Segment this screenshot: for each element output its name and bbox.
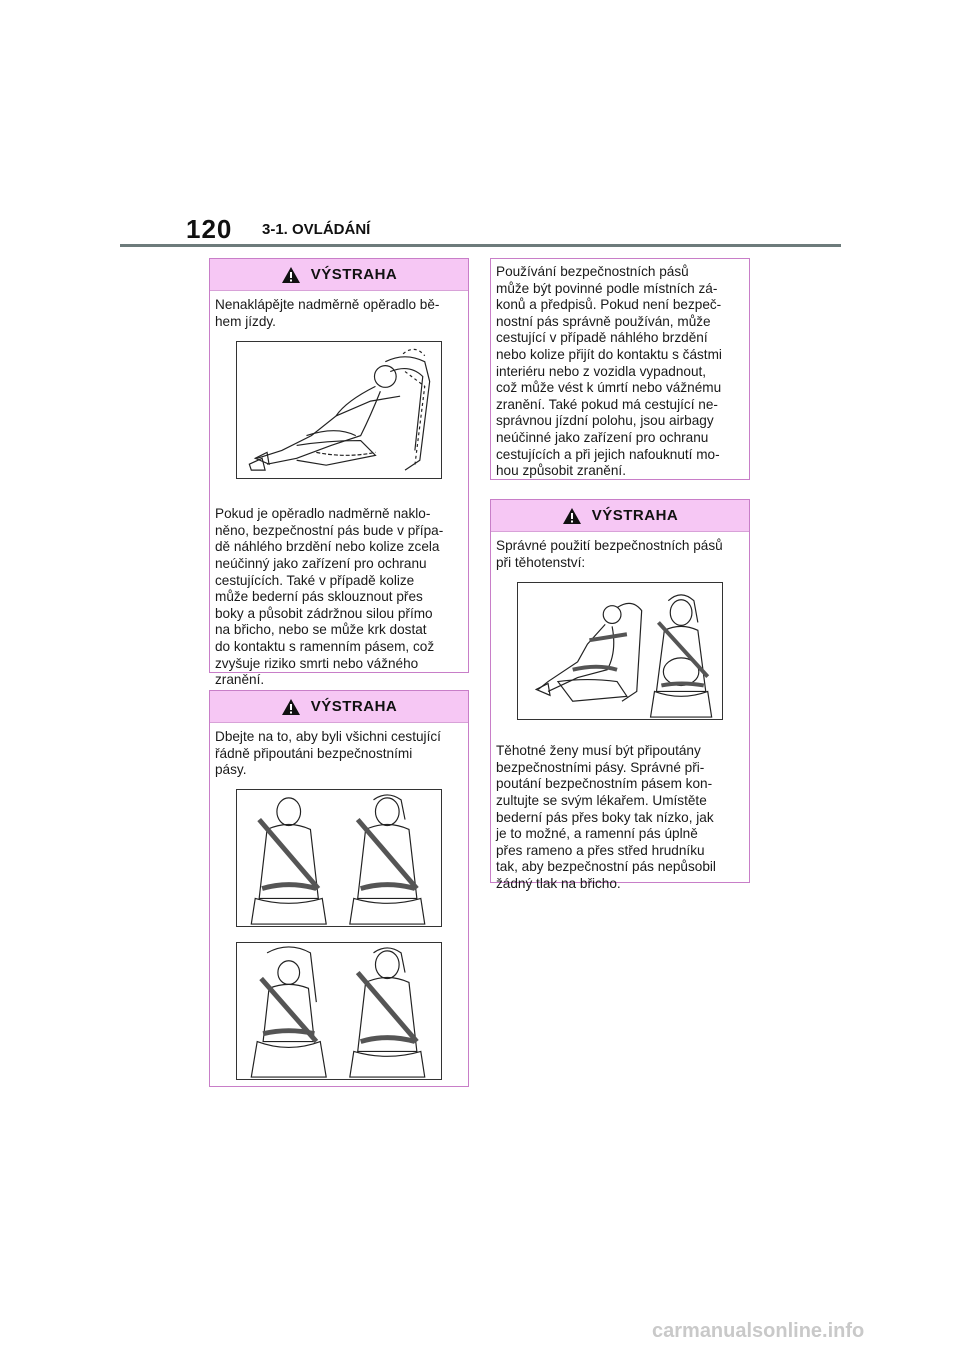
info-body: Používání bezpečnostních pásů může být povinné podle místních zá- konů a předpisů. Pokud není bezpeč- nostní pás správně používán, může cestující v případě náhlého brzdění nebo kolize přijít do kontaktu s částmi interiéru nebo z vozidla vypadnout, což může vést k úmrtí nebo vážnému zranění. Také pokud má cestující ne- správnou jízdní polohu, jsou airbagy neúčinné jako zařízení pro ochranu cestujících a při jejich nafouknutí mo- hou způsobit zranění. bbox=[496, 264, 722, 479]
belted-adults-illustration bbox=[236, 789, 442, 927]
warning-body: Těhotné ženy musí být připoutány bezpečnostními pásy. Správné při- poutání bezpečnostním pásem kon- zultujte se svým lékařem. Umístěte bederní pás přes boky tak nízko, jak je to možné, a ramenní pás úplně přes rameno a přes střed hrudníku tak, aby bezpečnostní pás nepůsobil žádný tlak na břicho. bbox=[496, 743, 716, 891]
warning-header bbox=[210, 259, 468, 291]
warning-triangle-icon bbox=[562, 507, 582, 525]
warning-header bbox=[210, 691, 468, 723]
warning-title: VÝSTRAHA bbox=[591, 507, 679, 524]
section-title: 3-1. OVLÁDÁNÍ bbox=[262, 221, 371, 238]
warning-body: Pokud je opěradlo nadměrně naklo- něno, bezpečnostní pás bude v přípa- dě náhlého brzdění nebo kolize zcela neúčinný jako zařízení pro ochranu cestujících. Také v případě kolize může bederní pás sklouznout přes boky a působit zádržnou silou přímo na břicho, nebo se může krk dostat do kontaktu s ramenním pásem, což zvyšuje riziko smrti nebo vážného zranění. bbox=[215, 506, 444, 688]
warning-intro: Nenaklápějte nadměrně opěradlo bě- hem jízdy. bbox=[215, 297, 440, 329]
info-box-seatbelt-use bbox=[490, 258, 750, 480]
warning-intro: Správné použití bezpečnostních pásů při těhotenství: bbox=[496, 538, 723, 570]
footer-watermark: carmanualsonline.info bbox=[652, 1320, 865, 1342]
warning-title: VÝSTRAHA bbox=[310, 698, 398, 715]
belted-child-woman-illustration bbox=[236, 942, 442, 1080]
warning-title: VÝSTRAHA bbox=[310, 266, 398, 283]
pregnant-woman-belted-illustration bbox=[517, 582, 723, 720]
reclined-seat-illustration bbox=[236, 341, 442, 479]
warning-triangle-icon bbox=[281, 266, 301, 284]
warning-body: Dbejte na to, aby byli všichni cestující řádně připoutáni bezpečnostními pásy. bbox=[215, 729, 441, 778]
header-divider bbox=[120, 244, 841, 247]
page-number: 120 bbox=[186, 214, 233, 244]
warning-triangle-icon bbox=[281, 698, 301, 716]
warning-header bbox=[491, 500, 749, 532]
